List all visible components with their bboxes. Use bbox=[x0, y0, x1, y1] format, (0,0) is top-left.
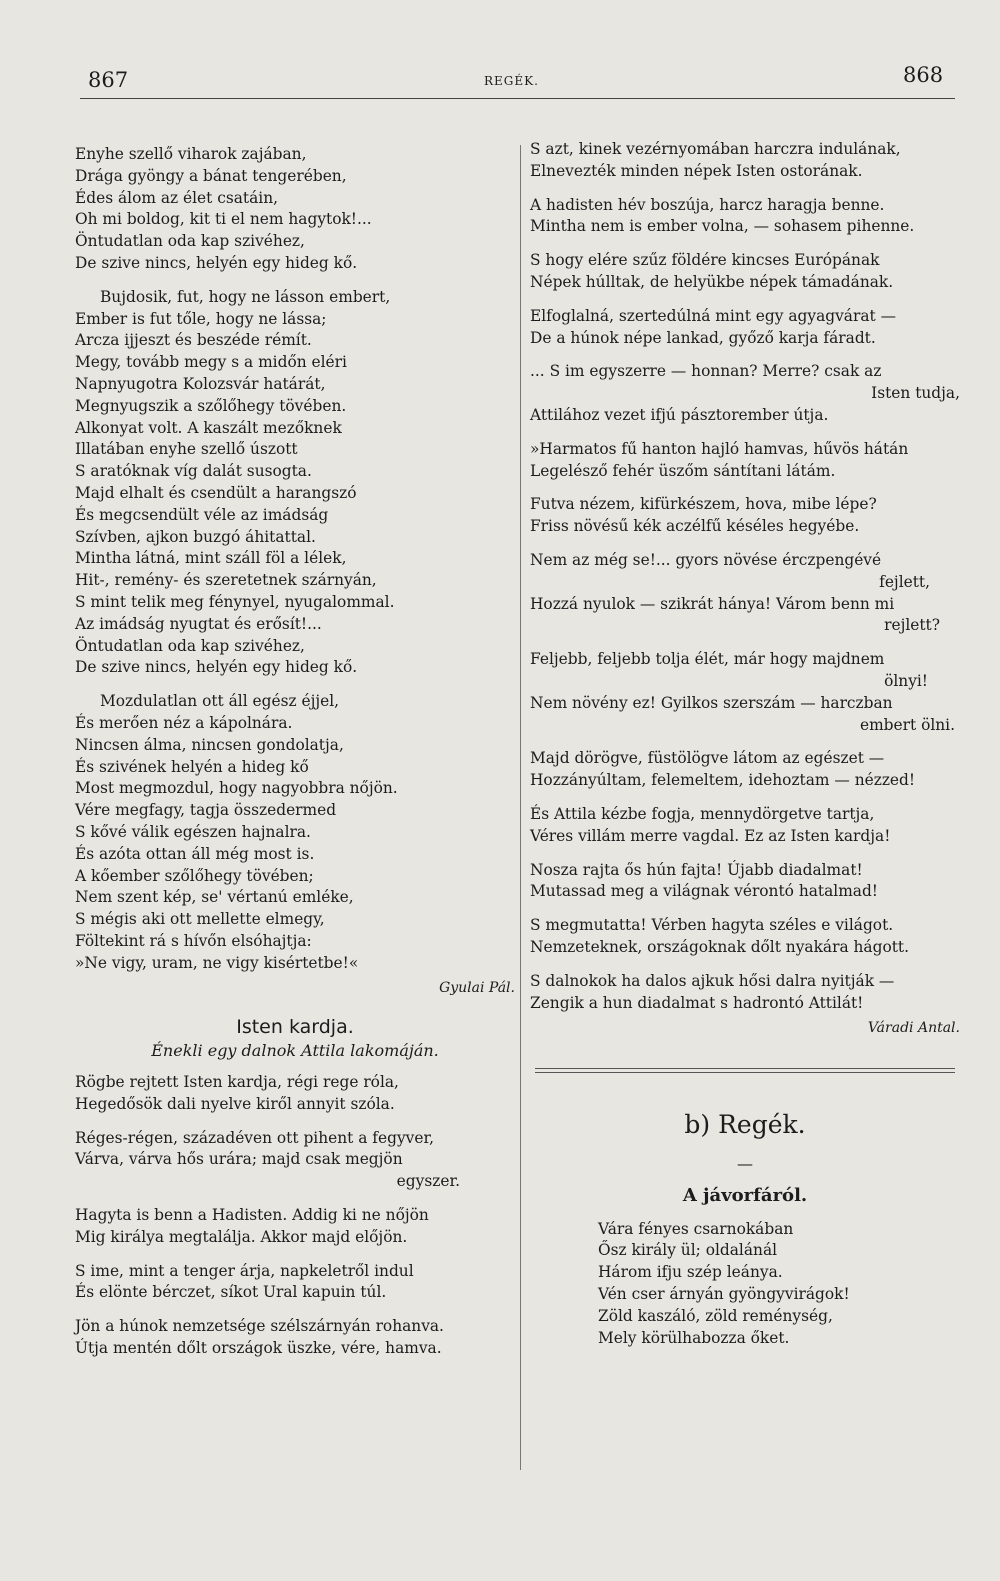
poem-subtitle: Énekli egy dalnok Attila lakomáján. bbox=[151, 1041, 439, 1061]
poem-line: Arcza ijjeszt és beszéde rémít. bbox=[75, 331, 312, 350]
poem-line: Hegedősök dali nyelve kiről annyit szóla. bbox=[75, 1094, 395, 1113]
poem-line: Enyhe szellő viharok zajában, bbox=[75, 145, 307, 163]
poem-stanza bbox=[75, 691, 515, 974]
poem-line: A kőember szőlőhegy tövében; bbox=[75, 866, 314, 885]
poem-line: Mintha nem is ember volna, — sohasem pihenne. bbox=[530, 217, 915, 236]
section-title: b) Regék. bbox=[684, 1110, 806, 1140]
poem-line: Vára fényes csarnokában bbox=[598, 1219, 794, 1238]
poem-line: Vén cser árnyán gyöngyvirágok! bbox=[598, 1285, 850, 1304]
poem-line: Öntudatlan oda kap szivéhez, bbox=[75, 232, 305, 251]
poem-line: Az imádság nyugtat és erősít!... bbox=[75, 614, 322, 633]
poem-line: Mely körülhabozza őket. bbox=[598, 1328, 790, 1347]
poem-line: Mutassad meg a világnak vérontó hatalmad! bbox=[530, 882, 878, 901]
poem-stanza bbox=[530, 1219, 960, 1350]
poem-stanza bbox=[75, 144, 515, 275]
poem-stanza bbox=[530, 494, 960, 538]
poem-line: S aratóknak víg dalát susogta. bbox=[75, 462, 312, 481]
poem-line: Megy, tovább megy s a midőn eléri bbox=[75, 353, 347, 372]
poem-line: »Ne vigy, uram, ne vigy kisértetbe!« bbox=[75, 953, 359, 972]
poem-line: Mig királya megtalálja. Akkor majd előjön. bbox=[75, 1227, 408, 1246]
poem-line: Napnyugotra Kolozsvár határát, bbox=[75, 374, 326, 393]
poem-stanza bbox=[75, 1128, 515, 1172]
poem-line: S mégis aki ott mellette elmegy, bbox=[75, 910, 325, 929]
poem-line: Most megmozdul, hogy nagyobbra nőjön. bbox=[75, 779, 398, 798]
author-signature: Gyulai Pál. bbox=[439, 980, 515, 997]
right-column bbox=[530, 139, 960, 1349]
poem-stanza bbox=[530, 748, 960, 792]
poem-stanza bbox=[75, 1072, 515, 1116]
poem-line: Hozzá nyulok — szikrát hánya! Várom benn mi bbox=[530, 594, 895, 613]
poem-line: És megcsendült véle az imádság bbox=[75, 505, 329, 524]
header-rule bbox=[80, 98, 955, 99]
poem-stanza bbox=[530, 139, 960, 183]
page-number-left: 867 bbox=[88, 68, 129, 92]
poem-stanza bbox=[530, 915, 960, 959]
poem-line: És elönte bérczet, síkot Ural kapuin túl. bbox=[75, 1283, 387, 1302]
running-title: REGÉK. bbox=[484, 74, 539, 88]
poem-line: »Harmatos fű hanton hajló hamvas, hűvös hátán bbox=[530, 439, 909, 458]
poem-line: Drága gyöngy a bánat tengerében, bbox=[75, 166, 347, 185]
poem-line: S azt, kinek vezérnyomában harczra indulának, bbox=[530, 140, 901, 158]
poem-line: A hadisten hév boszúja, harcz haragja benne. bbox=[530, 195, 885, 214]
poem-line: Majd dörögve, füstölögve látom az egészet — bbox=[530, 749, 885, 768]
poem-line-continuation: egyszer. bbox=[396, 1172, 460, 1191]
poem-line: Réges-régen, századéven ott pihent a fegyver, bbox=[75, 1128, 435, 1147]
poem-line: Alkonyat volt. A kaszált mezőknek bbox=[75, 418, 342, 437]
poem-line: Mozdulatlan ott áll egész éjjel, bbox=[100, 692, 340, 711]
page-header bbox=[0, 58, 1000, 108]
poem-line: Édes álom az élet csatáin, bbox=[75, 188, 279, 207]
page-number-right: 868 bbox=[903, 63, 944, 87]
poem-line-continuation: rejlett? bbox=[884, 616, 940, 635]
poem-line: S mint telik meg fénynyel, nyugalommal. bbox=[75, 592, 395, 611]
poem-line: Hit-, remény- és szeretetnek szárnyán, bbox=[75, 571, 377, 590]
poem-line: Hozzányúltam, felemeltem, idehoztam — nézzed! bbox=[530, 771, 916, 790]
poem-line: Jön a húnok nemzetsége szélszárnyán rohanva. bbox=[75, 1317, 444, 1336]
poem-line: Ember is fut tőle, hogy ne lássa; bbox=[75, 309, 327, 328]
poem-line: S hogy elére szűz földére kincses Európának bbox=[530, 251, 880, 270]
poem-line: Vére megfagy, tagja összedermed bbox=[75, 801, 337, 820]
poem-line: Ősz király ül; oldalánál bbox=[598, 1241, 778, 1260]
poem-line: Megnyugszik a szőlőhegy tövében. bbox=[75, 396, 347, 415]
poem-line: Elfoglalná, szertedúlná mint egy agyagvárat — bbox=[530, 306, 896, 325]
poem-line: És szivének helyén a hideg kő bbox=[75, 757, 309, 776]
poem-line-continuation: fejlett, bbox=[879, 572, 930, 591]
poem-line: De szive nincs, helyén egy hideg kő. bbox=[75, 253, 358, 272]
poem-line: Nem az még se!... gyors növése érczpengévé bbox=[530, 550, 882, 569]
poem-line: Három ifju szép leánya. bbox=[598, 1263, 783, 1282]
poem-line: Szívben, ajkon buzgó áhitattal. bbox=[75, 527, 316, 546]
poem-line: ... S im egyszerre — honnan? Merre? csak az bbox=[530, 362, 882, 381]
poem-line: Zöld kaszáló, zöld reménység, bbox=[598, 1306, 833, 1325]
poem-stanza bbox=[75, 1261, 515, 1305]
title-dash: — bbox=[737, 1154, 753, 1174]
poem-line: Mintha látná, mint száll föl a lélek, bbox=[75, 549, 347, 568]
poem-line: Friss növésű kék aczélfű késéles hegyébe. bbox=[530, 517, 860, 536]
poem-line: Rögbe rejtett Isten kardja, régi rege róla, bbox=[75, 1073, 399, 1092]
poem-line: Illatában enyhe szellő úszott bbox=[75, 440, 298, 459]
poem-line: Elnevezték minden népek Isten ostorának. bbox=[530, 161, 863, 180]
poem-line: Hagyta is benn a Hadisten. Addig ki ne nőjön bbox=[75, 1206, 429, 1225]
poem-line: Föltekint rá s hívőn elsóhajtja: bbox=[75, 931, 312, 950]
poem-stanza bbox=[530, 860, 960, 904]
poem-stanza bbox=[530, 439, 960, 483]
poem-line-continuation: Isten tudja, bbox=[871, 384, 960, 403]
poem-line: Nemzeteknek, országoknak dőlt nyakára hágott. bbox=[530, 937, 909, 956]
section-divider bbox=[535, 1068, 955, 1073]
poem-line: Várva, várva hős urára; majd csak megjön bbox=[75, 1150, 403, 1169]
poem-line: S kővé válik egészen hajnalra. bbox=[75, 822, 311, 841]
poem-line: Oh mi boldog, kit ti el nem hagytok!... bbox=[75, 210, 372, 229]
poem-line: Attilához vezet ifjú pásztorember útja. bbox=[530, 405, 829, 424]
poem-stanza bbox=[530, 195, 960, 239]
poem-line: Legelésző fehér üszőm sántítani látám. bbox=[530, 461, 836, 480]
subsection-title: A jávorfáról. bbox=[682, 1184, 808, 1206]
poem-stanza bbox=[75, 1205, 515, 1249]
poem-line: Majd elhalt és csendült a harangszó bbox=[75, 483, 357, 502]
poem-stanza bbox=[530, 306, 960, 350]
poem-line: És azóta ottan áll még most is. bbox=[75, 844, 315, 863]
poem-line: De a húnok népe lankad, győző karja fáradt. bbox=[530, 328, 876, 347]
poem-line: Feljebb, feljebb tolja élét, már hogy majdnem bbox=[530, 650, 885, 669]
poem-line: Népek húlltak, de helyükbe népek támadának. bbox=[530, 272, 894, 291]
poem-line: Futva nézem, kifürkészem, hova, mibe lépe? bbox=[530, 495, 877, 514]
poem-line: Véres villám merre vagdal. Ez az Isten kardja! bbox=[530, 826, 891, 845]
poem-line: S dalnokok ha dalos ajkuk hősi dalra nyitják — bbox=[530, 971, 895, 990]
poem-stanza bbox=[530, 971, 960, 1015]
author-signature: Váradi Antal. bbox=[867, 1020, 960, 1037]
poem-line: Bujdosik, fut, hogy ne lásson embert, bbox=[100, 287, 391, 306]
poem-line: Nosza rajta ős hún fajta! Újabb diadalmat! bbox=[530, 860, 863, 879]
poem-stanza bbox=[530, 804, 960, 848]
poem-stanza bbox=[75, 287, 515, 679]
poem-line: És Attila kézbe fogja, mennydörgetve tartja, bbox=[530, 804, 875, 823]
poem-line: És merően néz a kápolnára. bbox=[75, 713, 293, 732]
poem-line: S ime, mint a tenger árja, napkeletről indul bbox=[75, 1261, 414, 1280]
poem-line: Nem szent kép, se' vértanú emléke, bbox=[75, 888, 354, 907]
poem-line-continuation: embert ölni. bbox=[859, 715, 955, 734]
poem-stanza bbox=[530, 250, 960, 294]
poem-line: Nincsen álma, nincsen gondolatja, bbox=[75, 735, 344, 754]
poem-line: Zengik a hun diadalmat s hadrontó Attilát! bbox=[530, 993, 864, 1012]
poem-line: Nem növény ez! Gyilkos szerszám — harczban bbox=[530, 693, 893, 712]
poem-line-continuation: ölnyi! bbox=[884, 671, 928, 690]
poem-stanza bbox=[75, 1316, 515, 1360]
poem-title: Isten kardja. bbox=[236, 1016, 354, 1039]
column-divider bbox=[520, 145, 521, 1470]
poem-line: S megmutatta! Vérben hagyta széles e világot. bbox=[530, 916, 894, 935]
poem-line: Öntudatlan oda kap szivéhez, bbox=[75, 636, 305, 655]
left-column bbox=[75, 144, 515, 1360]
poem-line: De szive nincs, helyén egy hideg kő. bbox=[75, 658, 358, 677]
poem-line: Útja mentén dőlt országok üszke, vére, hamva. bbox=[75, 1339, 442, 1358]
